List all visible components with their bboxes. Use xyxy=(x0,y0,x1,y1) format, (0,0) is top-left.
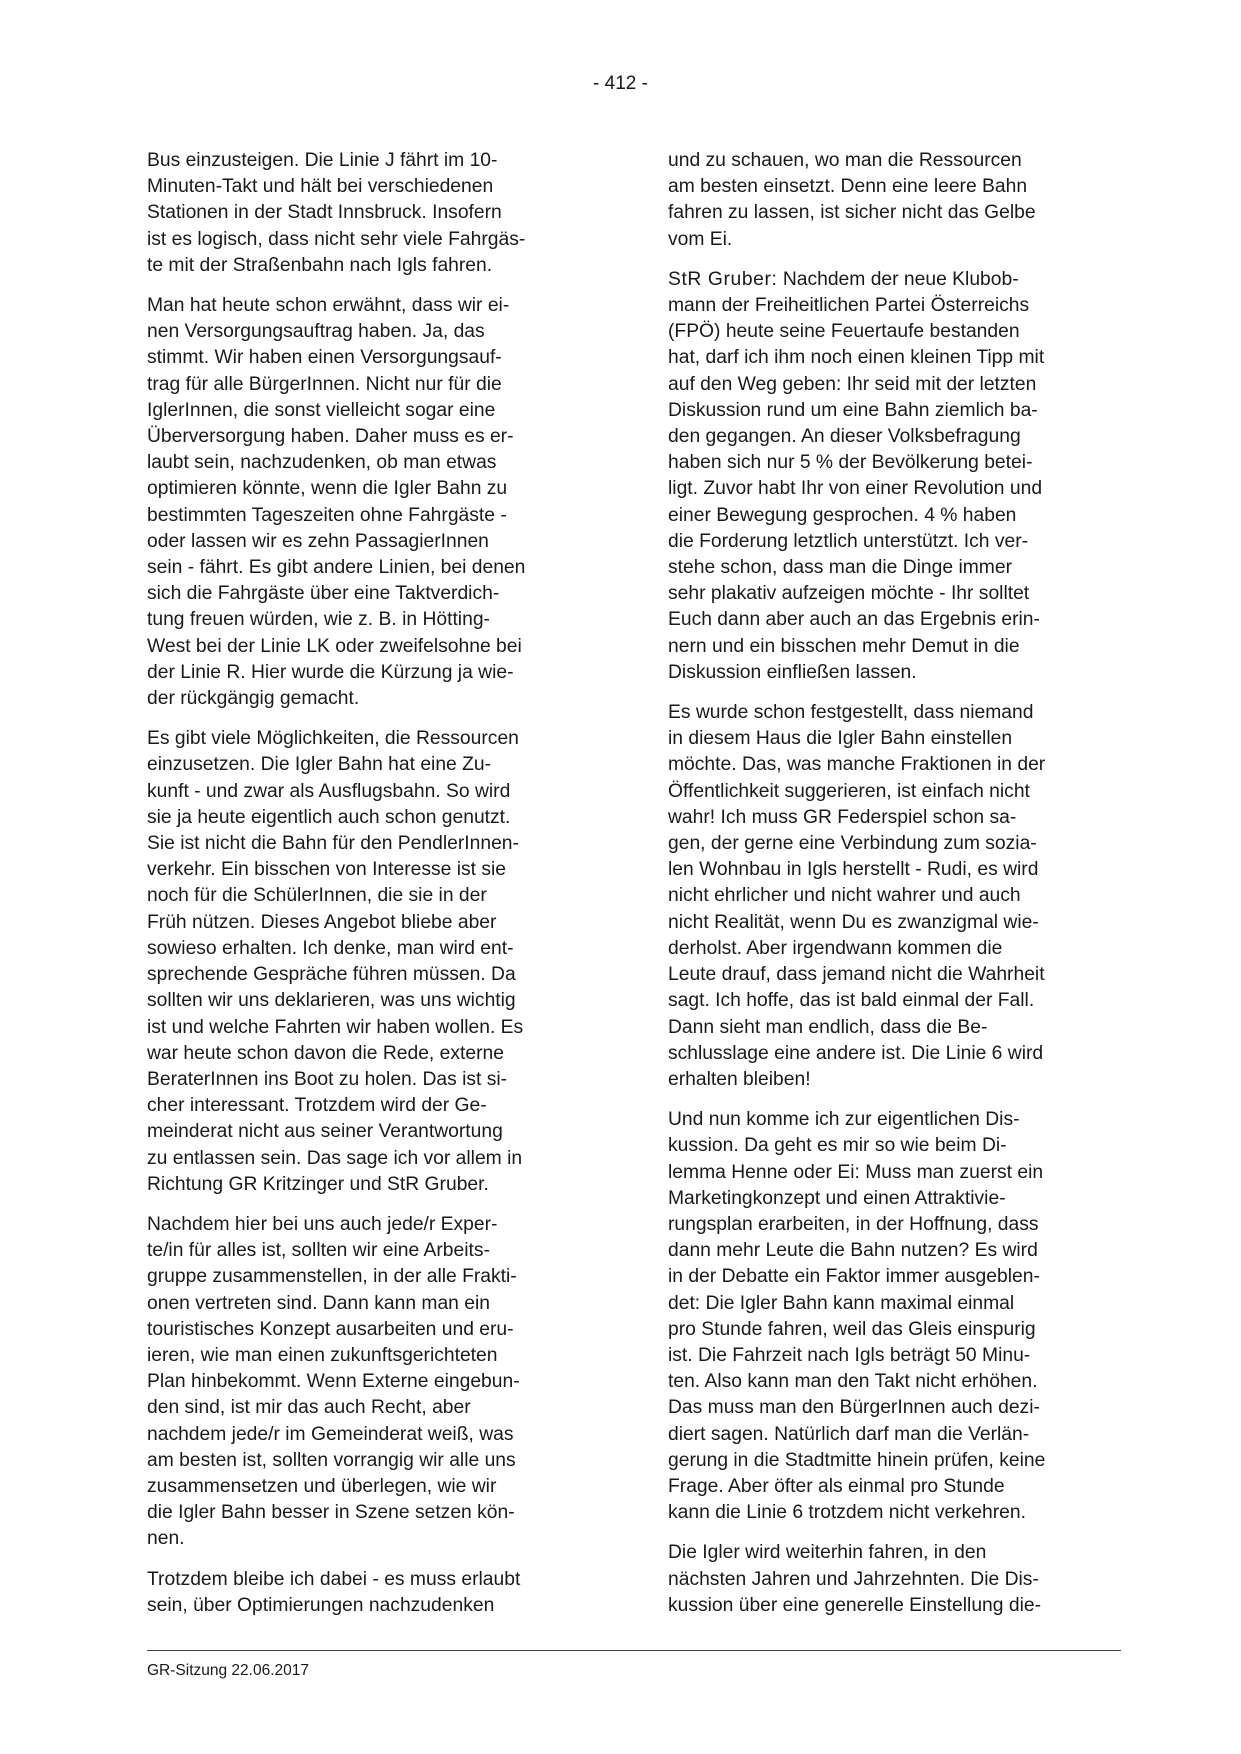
paragraph: Nachdem hier bei uns auch jede/r Exper- te/in für alles ist, sollten wir eine Arbeits- gruppe zusammenstellen, in der alle Frakti- onen vertreten sind. Dann kann man ein touristisches Konzept ausarbeiten und eru- ieren, wie man einen zukunftsgerichteten Plan hinbekommt. Wenn Externe eingebun- den sind, ist mir das auch Recht, aber nachdem jede/r im Gemeinderat weiß, was am besten ist, sollten vorrangig wir alle uns zusammensetzen und überlegen, wie wir die Igler Bahn besser in Szene setzen kön- nen. xyxy=(147,1213,520,1550)
footer-divider xyxy=(147,1650,1121,1651)
paragraph: Es gibt viele Möglichkeiten, die Ressourcen einzusetzen. Die Igler Bahn hat eine Zu- kunft - und zwar als Ausflugsbahn. So wird sie ja heute eigentlich auch schon genutzt. Sie ist nicht die Bahn für den PendlerInnen- verkehr. Ein bisschen von Interesse ist sie noch für die SchülerInnen, die sie in der Früh nützen. Dieses Angebot bliebe aber sowieso erhalten. Ich denke, man wird ent- sprechende Gespräche führen müssen. Da sollten wir uns deklarieren, was uns wichtig ist und welche Fahrten wir haben wollen. Es war heute schon davon die Rede, externe BeraterInnen ins Boot zu holen. Das ist si- cher interessant. Trotzdem wird der Ge- meinderat nicht aus seiner Verantwortung zu entlassen sein. Das sage ich vor allem in Richtung GR Kritzinger und StR Gruber. xyxy=(147,728,524,1195)
paragraph: Die Igler wird weiterhin fahren, in den nächsten Jahren und Jahrzehnten. Die Dis- kussion über eine generelle Einstellung die- xyxy=(668,1542,1042,1616)
footer-session-date: GR-Sitzung 22.06.2017 xyxy=(147,1662,309,1679)
speaker-paragraph xyxy=(668,267,1134,686)
speaker-name: StR Gruber: xyxy=(668,268,778,290)
paragraph: Es wurde schon festgestellt, dass niemand in diesem Haus die Igler Bahn einstellen möchte. Das, was manche Fraktionen in der Öffentlichkeit suggerieren, ist einfach nicht wahr! Ich muss GR Federspiel schon sa- gen, der gerne eine Verbindung zum sozia- len Wohnbau in Igls herstellt - Rudi, es wird nicht ehrlicher und nicht wahrer und auch nicht Realität, wenn Du es zwanzigmal wie- derholst. Aber irgendwann kommen die Leute drauf, dass jemand nicht die Wahrheit sagt. Ich hoffe, das ist bald einmal der Fall. Dann sieht man endlich, dass die Be- schlusslage eine andere ist. Die Linie 6 wird erhalten bleiben! xyxy=(668,702,1046,1090)
paragraph: Trotzdem bleibe ich dabei - es muss erlaubt sein, über Optimierungen nachzudenken xyxy=(147,1568,521,1616)
paragraph: und zu schauen, wo man die Ressourcen am besten einsetzt. Denn eine leere Bahn fahren zu lassen, ist sicher nicht das Gelbe vom Ei. xyxy=(668,150,1036,250)
right-text-column xyxy=(668,148,1134,1633)
paragraph: Man hat heute schon erwähnt, dass wir ei- nen Versorgungsauftrag haben. Ja, das stimmt. Wir haben einen Versorgungsauf- trag für alle BürgerInnen. Nicht nur für die IglerInnen, die sonst vielleicht sogar eine Überversorgung haben. Daher muss es er- laubt sein, nachzudenken, ob man etwas optimieren könnte, wenn die Igler Bahn zu bestimmten Tageszeiten ohne Fahrgäste - oder lassen wir es zehn PassagierInnen sein - fährt. Es gibt andere Linien, bei denen sich die Fahrgäste über eine Taktverdich- tung freuen würden, wie z. B. in Hötting- West bei der Linie LK oder zweifelsohne bei der Linie R. Hier wurde die Kürzung ja wie- der rückgängig gemacht. xyxy=(147,295,526,710)
left-text-column xyxy=(147,148,613,1633)
speaker-statement: Nachdem der neue Klubob- mann der Freiheitlichen Partei Österreichs (FPÖ) heute seine Feuertaufe bestanden hat, darf ich ihm noch einen kleinen Tipp mit auf den Weg geben: Ihr seid mit der letzten Diskussion rund um eine Bahn ziemlich ba- den gegangen. An dieser Volksbefragung haben sich nur 5 % der Bevölkerung betei- ligt. Zuvor habt Ihr von einer Revolution und einer Bewegung gesprochen. 4 % haben die Forderung letztlich unterstützt. Ich ver- stehe schon, dass man die Dinge immer sehr plakativ aufzeigen möchte - Ihr solltet Euch dann aber auch an das Ergebnis erin- nern und ein bisschen mehr Demut in die Diskussion einfließen lassen. xyxy=(668,268,1045,683)
paragraph: Und nun komme ich zur eigentlichen Dis- kussion. Da geht es mir so wie beim Di- lemma Henne oder Ei: Muss man zuerst ein Marketingkonzept und einen Attraktivie- rungsplan erarbeiten, in der Hoffnung, dass dann mehr Leute die Bahn nutzen? Es wird in der Debatte ein Faktor immer ausgeblen- det: Die Igler Bahn kann maximal einmal pro Stunde fahren, weil das Gleis einspurig ist. Die Fahrzeit nach Igls beträgt 50 Minu- ten. Also kann man den Takt nicht erhöhen. Das muss man den BürgerInnen auch dezi- diert sagen. Natürlich darf man die Verlän- gerung in die Stadtmitte hinein prüfen, keine Frage. Aber öfter als einmal pro Stunde kann die Linie 6 trotzdem nicht verkehren. xyxy=(668,1109,1046,1524)
paragraph: Bus einzusteigen. Die Linie J fährt im 10- Minuten-Takt und hält bei verschiedenen Stationen in der Stadt Innsbruck. Insofern ist es logisch, dass nicht sehr viele Fahrgäs- te mit der Straßenbahn nach Igls fahren. xyxy=(147,150,526,276)
page-number: - 412 - xyxy=(593,73,648,94)
